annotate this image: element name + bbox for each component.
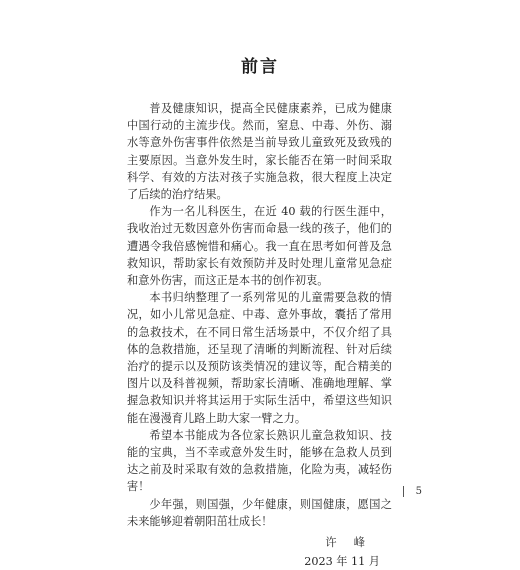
paragraph-4: 希望本书能成为各位家长熟识儿童急救知识、技能的宝典，当不幸或意外发生时，能够在急救人员到达之前及时采取有效的急救措施，化险为夷，减轻伤害！ [127, 428, 392, 494]
paragraph-1: 普及健康知识，提高全民健康素养，已成为健康中国行动的主流步伐。然而，窒息、中毒、外伤、溺水等意外伤害事件依然是当前导致儿童致死及致残的主要原因。当意外发生时，家长能否在第一时间采取科学、有效的方法对孩子实施急救，很大程度上决定了后续的治疗结果。 [127, 102, 392, 202]
page-folio [403, 486, 422, 497]
paragraph-5: 少年强，则国强，少年健康，则国健康，愿国之未来能够迎着朝阳茁壮成长！ [127, 497, 392, 528]
page-title: 前言 [241, 57, 279, 77]
page-number: 5 [415, 486, 422, 497]
paragraph-2: 作为一名儿科医生，在近 40 载的行医生涯中，我收治过无数因意外伤害而命悬一线的孩子，他们的遭遇令我倍感惋惜和痛心。我一直在思考如何普及急救知识，帮助家长有效预防并及时处理儿童常见急症和意外伤害，而这正是本书的创作初衷。 [127, 205, 392, 288]
preface-body [127, 100, 392, 570]
signature-date: 2023 年 11 月 [304, 555, 380, 569]
folio-marker [403, 486, 404, 497]
paragraph-3: 本书归纳整理了一系列常见的儿童需要急救的情况，如小儿常见急症、中毒、意外事故，囊括了常用的急救技术，在不同日常生活场景中，不仅介绍了具体的急救措施，还呈现了清晰的判断流程、针对后续治疗的提示以及预防该类情况的建议等，配合精美的图片以及科普视频，帮助家长清晰、准确地理解、掌握急救知识并将其运用于实际生活中，希望这些知识能在漫漫育儿路上助大家一臂之力。 [127, 291, 392, 425]
author-name: 许 峰 [325, 536, 368, 550]
